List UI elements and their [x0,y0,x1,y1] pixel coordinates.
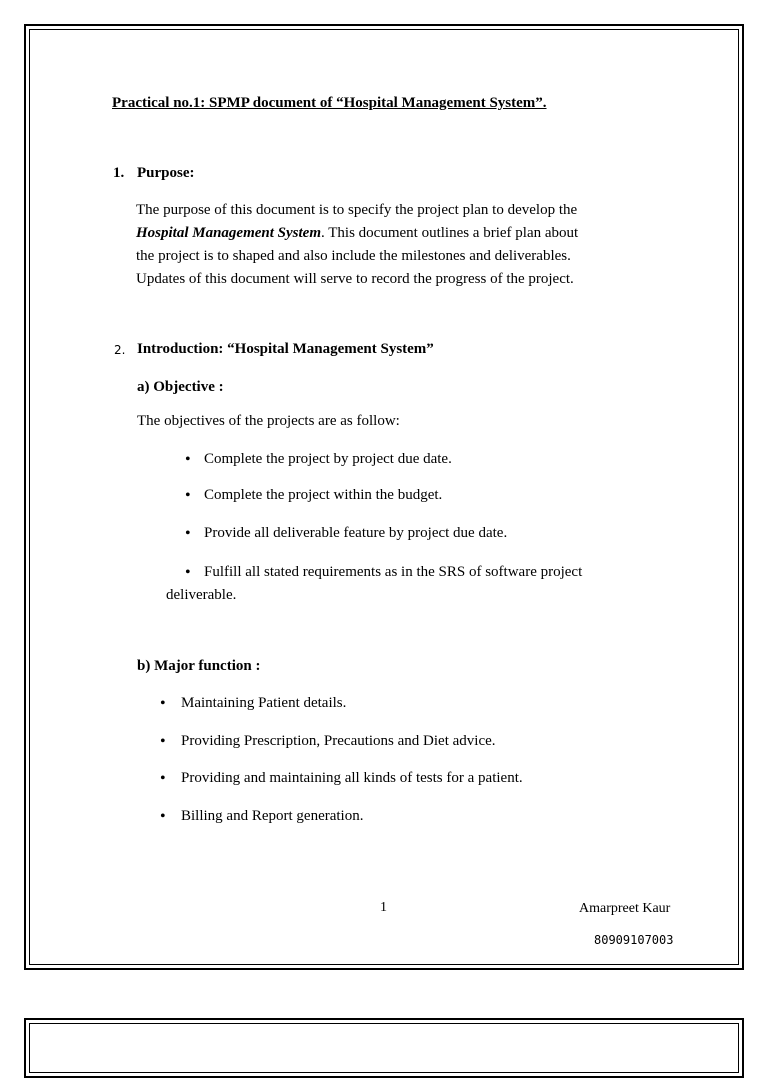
objective-item-4-line-2: deliverable. [166,587,237,603]
purpose-line-1: The purpose of this document is to specify the project plan to develop the [136,202,578,218]
purpose-line-2-rest: . This document outlines a brief plan about [321,225,579,241]
major-function-item-3: Providing and maintaining all kinds of tests for a patient. [181,770,523,786]
objective-intro: The objectives of the projects are as follow: [137,413,400,429]
section-1-heading: Purpose: [137,165,195,181]
section-1-number: 1. [113,165,125,181]
bullet-icon: • [160,733,166,750]
bullet-icon: • [160,770,166,787]
system-name-emphasis: Hospital Management System [136,225,322,241]
document-title: Practical no.1: SPMP document of “Hospital Management System”. [112,95,547,111]
purpose-line-4: Updates of this document will serve to record the progress of the project. [136,271,574,287]
major-function-item-4: Billing and Report generation. [181,808,364,824]
bullet-icon: • [160,808,166,825]
bullet-icon: • [185,451,191,468]
author-name: Amarpreet Kaur [579,901,671,916]
objective-item-4-line-1: Fulfill all stated requirements as in the SRS of software project [204,564,583,580]
major-function-item-1: Maintaining Patient details. [181,695,347,711]
section-2-heading: Introduction: “Hospital Management System” [137,341,434,357]
purpose-line-2 [136,222,578,245]
major-function-label: b) Major function : [137,658,261,674]
bullet-icon: • [185,564,191,581]
page-number: 1 [380,900,387,915]
objective-label: a) Objective : [137,379,224,395]
objective-item-1: Complete the project by project due date. [204,451,452,467]
objective-item-3: Provide all deliverable feature by project due date. [204,525,508,541]
bullet-icon: • [185,525,191,542]
roll-number: 80909107003 [594,933,674,947]
bullet-icon: • [185,487,191,504]
next-document-page [24,1018,744,1078]
purpose-paragraph [136,199,578,291]
page-inner-border [29,1023,739,1073]
bullet-icon: • [160,695,166,712]
section-2-number: 2. [114,343,126,357]
purpose-line-3: the project is to shaped and also include the milestones and deliverables. [136,248,571,264]
objective-item-2: Complete the project within the budget. [204,487,443,503]
major-function-item-2: Providing Prescription, Precautions and Diet advice. [181,733,496,749]
